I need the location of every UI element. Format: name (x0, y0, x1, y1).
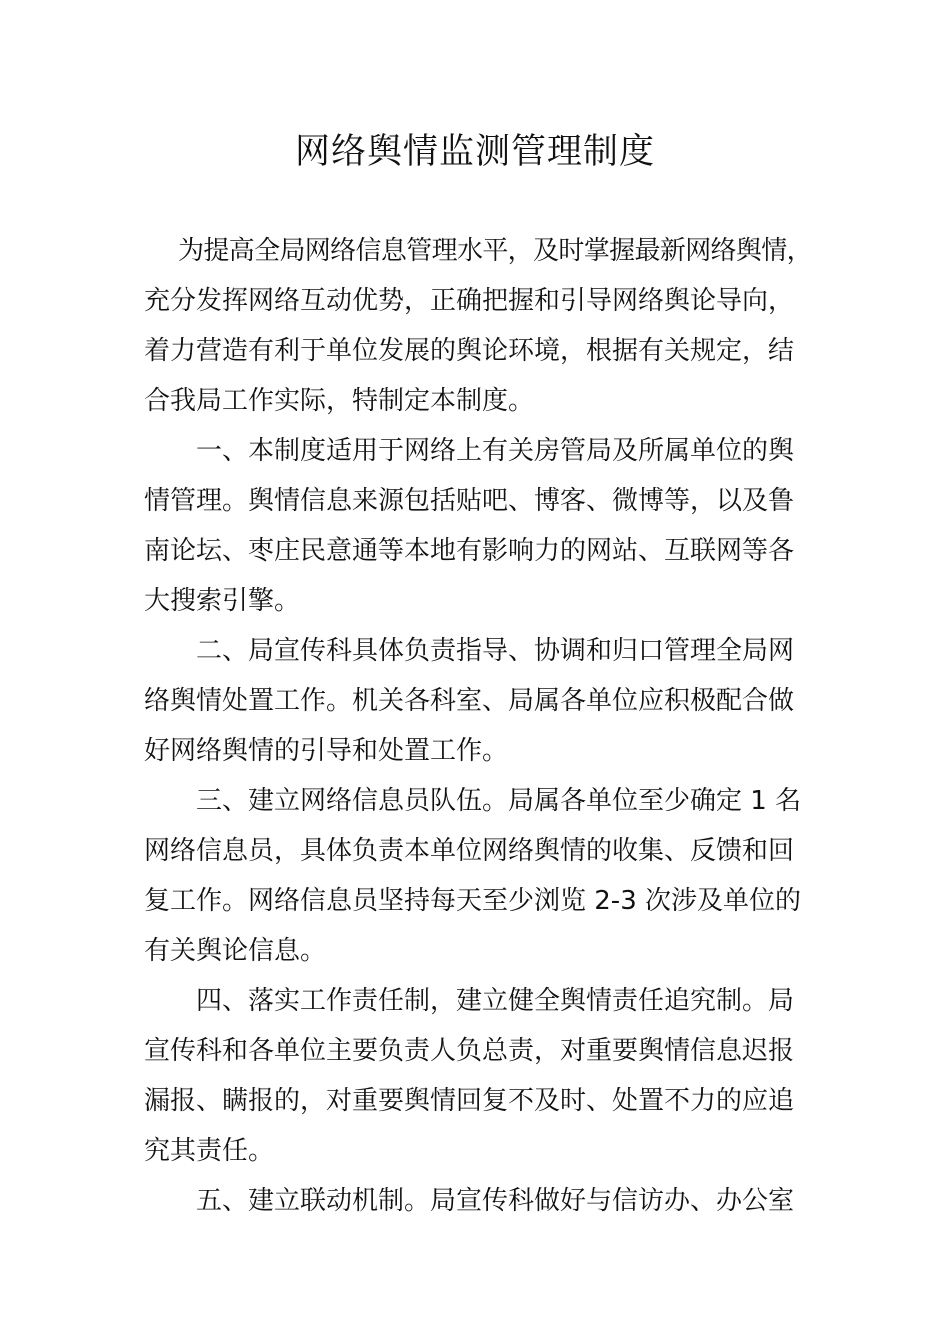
text-line: 好网络舆情的引导和处置工作。 (144, 736, 509, 766)
text-line: 有关舆论信息。 (144, 936, 327, 966)
text-line: 合我局工作实际，特制定本制度。 (144, 386, 535, 416)
text-line: 网络信息员，具体负责本单位网络舆情的收集、反馈和回 (144, 836, 795, 866)
text-line: 南论坛、枣庄民意通等本地有影响力的网站、互联网等各 (144, 536, 795, 566)
text-line: 漏报、瞒报的，对重要舆情回复不及时、处置不力的应追 (144, 1086, 795, 1116)
text-line: 三、建立网络信息员队伍。局属各单位至少确定 1 名 (196, 786, 802, 816)
text-line: 络舆情处置工作。机关各科室、局属各单位应积极配合做 (144, 686, 795, 716)
text-line: 充分发挥网络互动优势，正确把握和引导网络舆论导向， (144, 286, 795, 316)
text-line: 究其责任。 (144, 1136, 275, 1166)
document-body (144, 226, 812, 1226)
text-line: 大搜索引擎。 (144, 586, 301, 616)
text-line: 五、建立联动机制。局宣传科做好与信访办、办公室 (196, 1186, 795, 1216)
document-title: 网络舆情监测管理制度 (294, 132, 655, 172)
text-line: 复工作。网络信息员坚持每天至少浏览 2-3 次涉及单位的 (144, 886, 801, 916)
text-line: 宣传科和各单位主要负责人负总责，对重要舆情信息迟报 (144, 1036, 795, 1066)
text-line: 为提高全局网络信息管理水平，及时掌握最新网络舆情， (178, 236, 812, 266)
text-line: 二、局宣传科具体负责指导、协调和归口管理全局网 (196, 636, 795, 666)
text-line: 四、落实工作责任制，建立健全舆情责任追究制。局 (196, 986, 795, 1016)
text-line: 一、本制度适用于网络上有关房管局及所属单位的舆 (196, 436, 795, 466)
text-line: 着力营造有利于单位发展的舆论环境，根据有关规定，结 (144, 336, 795, 366)
text-line: 情管理。舆情信息来源包括贴吧、博客、微博等，以及鲁 (144, 486, 795, 516)
